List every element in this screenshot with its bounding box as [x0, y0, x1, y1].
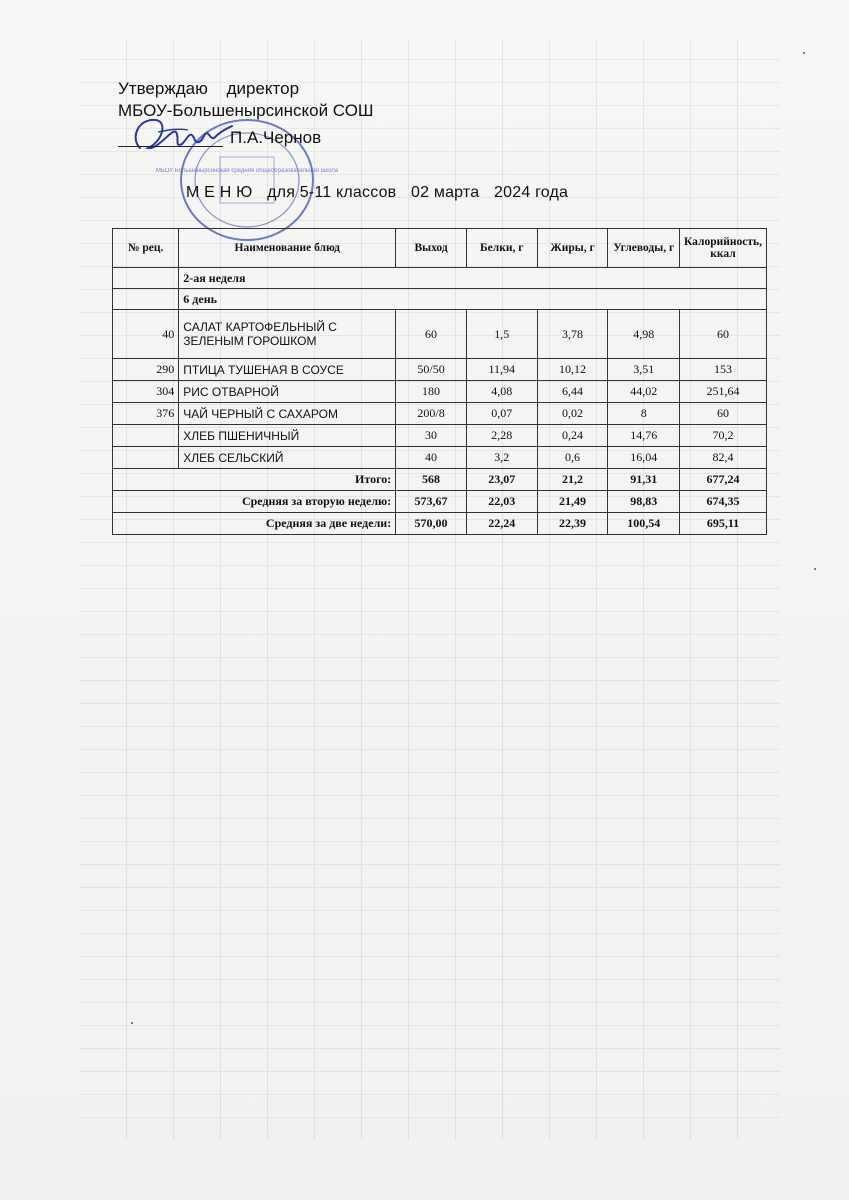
kcal-cell: 60	[679, 310, 766, 359]
second-week-kcal: 674,35	[679, 491, 766, 513]
signature	[128, 108, 238, 168]
table-row	[113, 425, 767, 447]
carbs-cell: 4,98	[608, 310, 680, 359]
second-week-carbs: 98,83	[608, 491, 680, 513]
header-yield: Выход	[396, 229, 467, 268]
header-carbs: Углеводы, г	[608, 229, 680, 268]
carbs-cell: 8	[608, 403, 680, 425]
header-kcal: Калорийность, ккал	[679, 229, 766, 268]
fat-cell: 0,02	[537, 403, 608, 425]
header-protein: Белки, г	[466, 229, 537, 268]
header-dish: Наименование блюд	[179, 229, 396, 268]
scan-speck	[131, 1022, 133, 1024]
recipe-number	[113, 425, 179, 447]
kcal-cell: 251,64	[679, 381, 766, 403]
two-weeks-average-label: Средняя за две недели:	[113, 513, 396, 535]
yield-cell: 40	[396, 447, 467, 469]
total-protein: 23,07	[466, 469, 537, 491]
menu-table	[112, 228, 767, 535]
protein-cell: 1,5	[466, 310, 537, 359]
yield-cell: 200/8	[396, 403, 467, 425]
protein-cell: 3,2	[466, 447, 537, 469]
recipe-number: 40	[113, 310, 179, 359]
fat-cell: 3,78	[537, 310, 608, 359]
title-year: 2024 года	[494, 184, 569, 201]
yield-cell: 180	[396, 381, 467, 403]
approve-word: Утверждаю	[118, 79, 208, 98]
second-week-fat: 21,49	[537, 491, 608, 513]
two-weeks-yield: 570,00	[396, 513, 467, 535]
two-weeks-average-row	[113, 513, 767, 535]
week-label: 2-ая неделя	[179, 268, 767, 289]
scan-speck	[814, 568, 816, 570]
signatory-name: П.А.Чернов	[230, 128, 322, 147]
dish-name: ЧАЙ ЧЕРНЫЙ С САХАРОМ	[179, 403, 396, 425]
total-carbs: 91,31	[608, 469, 680, 491]
total-kcal: 677,24	[679, 469, 766, 491]
table-row	[113, 359, 767, 381]
carbs-cell: 3,51	[608, 359, 680, 381]
table-row	[113, 381, 767, 403]
organization: МБОУ-Большенырсинской СОШ	[118, 101, 374, 120]
kcal-cell: 153	[679, 359, 766, 381]
recipe-number: 304	[113, 381, 179, 403]
table-row	[113, 447, 767, 469]
table-row	[113, 310, 767, 359]
dish-name: САЛАТ КАРТОФЕЛЬНЫЙ С ЗЕЛЕНЫМ ГОРОШКОМ	[179, 310, 396, 359]
approval-line	[118, 78, 374, 100]
dish-name: ХЛЕБ ПШЕНИЧНЫЙ	[179, 425, 396, 447]
day-row	[113, 289, 767, 310]
table-row	[113, 403, 767, 425]
protein-cell: 0,07	[466, 403, 537, 425]
two-weeks-kcal: 695,11	[679, 513, 766, 535]
fat-cell: 0,24	[537, 425, 608, 447]
title-audience: для 5-11 классов	[267, 184, 397, 201]
fat-cell: 0,6	[537, 447, 608, 469]
kcal-cell: 60	[679, 403, 766, 425]
position: директор	[226, 79, 300, 98]
fat-cell: 10,12	[537, 359, 608, 381]
fat-cell: 6,44	[537, 381, 608, 403]
yield-cell: 50/50	[396, 359, 467, 381]
header-recipe: № рец.	[113, 229, 179, 268]
day-label: 6 день	[179, 289, 767, 310]
second-week-protein: 22,03	[466, 491, 537, 513]
carbs-cell: 14,76	[608, 425, 680, 447]
kcal-cell: 82,4	[679, 447, 766, 469]
protein-cell: 2,28	[466, 425, 537, 447]
week-row	[113, 268, 767, 289]
total-label: Итого:	[113, 469, 396, 491]
kcal-cell: 70,2	[679, 425, 766, 447]
second-week-average-row	[113, 491, 767, 513]
yield-cell: 60	[396, 310, 467, 359]
dish-name: ПТИЦА ТУШЕНАЯ В СОУСЕ	[179, 359, 396, 381]
protein-cell: 4,08	[466, 381, 537, 403]
protein-cell: 11,94	[466, 359, 537, 381]
dish-name: РИС ОТВАРНОЙ	[179, 381, 396, 403]
second-week-average-label: Средняя за вторую неделю:	[113, 491, 396, 513]
two-weeks-protein: 22,24	[466, 513, 537, 535]
table-header-row	[113, 229, 767, 268]
carbs-cell: 44,02	[608, 381, 680, 403]
carbs-cell: 16,04	[608, 447, 680, 469]
page-title	[186, 184, 568, 202]
two-weeks-carbs: 100,54	[608, 513, 680, 535]
total-row	[113, 469, 767, 491]
recipe-number: 290	[113, 359, 179, 381]
header-fat: Жиры, г	[537, 229, 608, 268]
title-menu: М Е Н Ю	[186, 184, 253, 201]
total-yield: 568	[396, 469, 467, 491]
yield-cell: 30	[396, 425, 467, 447]
dish-name: ХЛЕБ СЕЛЬСКИЙ	[179, 447, 396, 469]
two-weeks-fat: 22,39	[537, 513, 608, 535]
recipe-number	[113, 447, 179, 469]
stamp-text: МБОУ Большенырсинская средняя общеобразовательная школа	[155, 168, 339, 174]
signature-line	[118, 146, 223, 147]
scan-speck	[803, 52, 805, 54]
title-date: 02 марта	[411, 184, 480, 201]
second-week-yield: 573,67	[396, 491, 467, 513]
recipe-number: 376	[113, 403, 179, 425]
total-fat: 21,2	[537, 469, 608, 491]
